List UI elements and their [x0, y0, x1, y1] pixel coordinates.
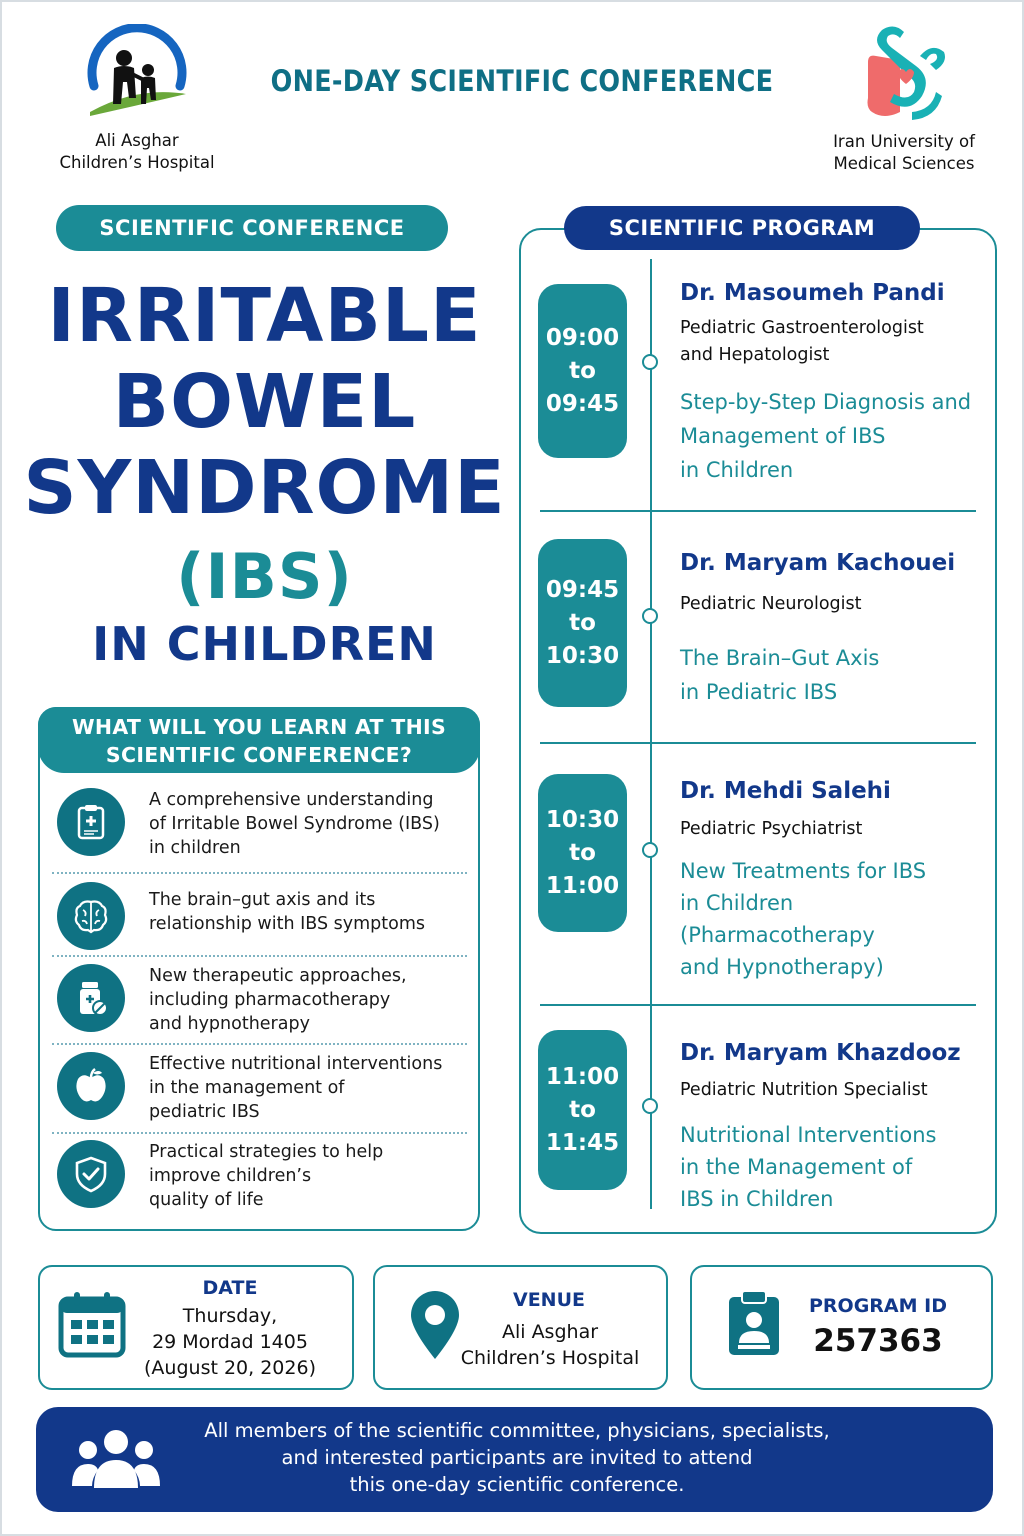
hero-line-1: IRRITABLE [47, 273, 482, 359]
venue-value: Ali Asghar Children’s Hospital [460, 1321, 640, 1369]
time-badge: 09:00 to 09:45 [538, 284, 627, 458]
date-card [38, 1265, 354, 1390]
program-id-label: PROGRAM ID [808, 1295, 947, 1317]
session-topic: New Treatments for IBS in Children (Pharmacotherapy and Hypnotherapy) [680, 859, 927, 979]
speaker-name: Dr. Maryam Khazdooz [680, 1040, 961, 1066]
venue-card [373, 1265, 668, 1390]
timeline-dot [642, 1098, 658, 1114]
time-badge: 10:30 to 11:00 [538, 774, 627, 932]
speaker-name: Dr. Maryam Kachouei [680, 550, 956, 576]
speaker-name: Dr. Masoumeh Pandi [680, 280, 945, 306]
brain-icon [57, 882, 125, 950]
invitation-text: All members of the scientific committee, physicians, specialists, and interested participants are invited to attend this one-day scientific conference. [204, 1419, 830, 1496]
medicine-bottle-icon [57, 964, 125, 1032]
session-topic: Step-by-Step Diagnosis and Management of IBS in Children [680, 390, 972, 482]
learn-heading: WHAT WILL YOU LEARN AT THIS SCIENTIFIC CONFERENCE? [38, 707, 480, 773]
hero-line-4: (IBS) [176, 540, 353, 613]
date-value: Thursday, 29 Mordad 1405 (August 20, 2026) [144, 1305, 316, 1379]
learn-item: The brain–gut axis and its relationship with IBS symptoms [52, 882, 467, 952]
speaker-role: Pediatric Gastroenterologist and Hepatologist [680, 318, 924, 365]
session-topic: The Brain–Gut Axis in Pediatric IBS [680, 646, 880, 704]
right-org-name: Iran University of Medical Sciences [833, 132, 975, 173]
learn-item: New therapeutic approaches, including pharmacotherapy and hypnotherapy [52, 964, 467, 1036]
learn-item: A comprehensive understanding of Irritable Bowel Syndrome (IBS) in children [52, 788, 467, 860]
divider [52, 955, 467, 957]
speaker-role: Pediatric Psychiatrist [680, 819, 863, 839]
calendar-icon [56, 1289, 128, 1361]
timeline-dot [642, 842, 658, 858]
program-id-card [690, 1265, 993, 1390]
id-badge-icon [724, 1287, 784, 1359]
program-heading: SCIENTIFIC PROGRAM [564, 206, 920, 250]
hero-line-5: IN CHILDREN [92, 617, 437, 671]
timeline-line [650, 259, 652, 1209]
session-divider [540, 1004, 976, 1006]
venue-label: VENUE [513, 1289, 585, 1311]
hero-line-2: BOWEL [112, 359, 417, 445]
speaker-name: Dr. Mehdi Salehi [680, 778, 891, 804]
learn-item: Practical strategies to help improve children’s quality of life [52, 1140, 467, 1212]
session-topic: Nutritional Interventions in the Management of IBS in Children [680, 1123, 937, 1211]
hero-line-3: SYNDROME [23, 445, 506, 531]
timeline-dot [642, 354, 658, 370]
group-icon [70, 1422, 162, 1494]
session-divider [540, 510, 976, 512]
speaker-role: Pediatric Neurologist [680, 594, 862, 614]
program-id-value: 257363 [813, 1323, 943, 1359]
divider [52, 1132, 467, 1134]
time-badge: 11:00 to 11:45 [538, 1030, 627, 1190]
time-badge: 09:45 to 10:30 [538, 539, 627, 707]
learn-item: Effective nutritional interventions in the management of pediatric IBS [52, 1052, 467, 1124]
speaker-role: Pediatric Nutrition Specialist [680, 1080, 928, 1100]
session-divider [540, 742, 976, 744]
conference-badge: SCIENTIFIC CONFERENCE [56, 205, 448, 251]
left-org-name: Ali Asghar Children’s Hospital [59, 131, 215, 172]
divider [52, 1043, 467, 1045]
divider [52, 872, 467, 874]
apple-icon [57, 1052, 125, 1120]
date-label: DATE [202, 1277, 258, 1299]
university-logo-icon [860, 22, 950, 122]
clipboard-medical-icon [57, 788, 125, 856]
hospital-logo-icon [82, 24, 192, 119]
shield-check-icon [57, 1140, 125, 1208]
conference-title: ONE-DAY SCIENTIFIC CONFERENCE [270, 64, 774, 98]
timeline-dot [642, 608, 658, 624]
